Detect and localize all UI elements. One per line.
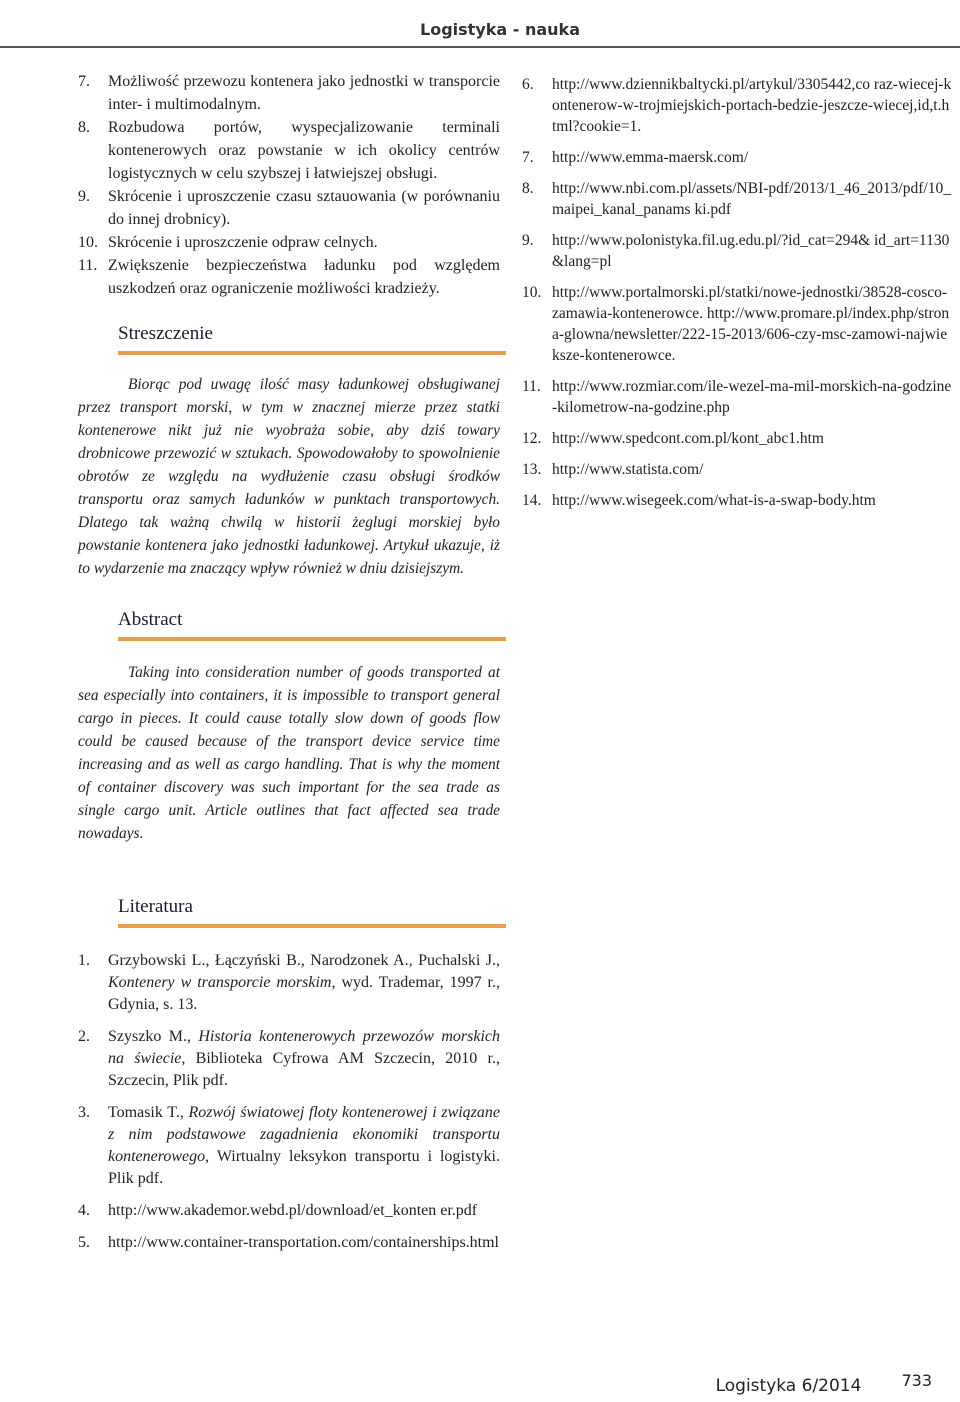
list-text: Możliwość przewozu kontenera jako jednostki w transporcie inter- i multimodalnym. [108, 73, 500, 113]
ref-url: http://www.spedcont.com.pl/kont_abc1.htm [552, 430, 824, 447]
page-footer [715, 1371, 932, 1396]
reference-item [78, 1026, 500, 1092]
ref-text: Grzybowski L., Łączyński B., Narodzonek A., Puchalski J., [108, 952, 500, 969]
list-number: 9. [78, 188, 90, 205]
reference-item [522, 376, 952, 418]
reference-item [78, 1200, 500, 1222]
ref-text: Szyszko M., [108, 1028, 199, 1045]
ref-number: 14. [522, 492, 542, 509]
ref-number: 7. [522, 149, 534, 166]
reference-item [522, 459, 952, 480]
ref-url: http://www.polonistyka.fil.ug.edu.pl/?id_cat=294& id_art=1130&lang=pl [552, 232, 950, 270]
list-text: Skrócenie i uproszczenie odpraw celnych. [108, 234, 378, 251]
ref-title: Kontenery w transporcie morskim [108, 974, 332, 991]
streszczenie-heading [118, 322, 500, 355]
section-title: Streszczenie [118, 323, 213, 344]
list-number: 8. [78, 119, 90, 136]
reference-item [522, 428, 952, 449]
ref-text: Tomasik T., [108, 1104, 189, 1121]
ref-url: http://www.emma-maersk.com/ [552, 149, 749, 166]
ref-url: http://www.nbi.com.pl/assets/NBI-pdf/2013/1_46_2013/pdf/10_maipei_kanal_panams ki.pdf [552, 180, 951, 218]
ref-url: http://www.akademor.webd.pl/download/et_konten er.pdf [108, 1202, 478, 1219]
ref-number: 6. [522, 76, 534, 93]
web-references-list [522, 74, 952, 511]
reference-item [522, 282, 952, 366]
reference-item [522, 147, 952, 168]
list-item [78, 185, 500, 231]
ref-number: 10. [522, 284, 542, 301]
journal-section-title: Logistyka - nauka [420, 20, 580, 39]
ref-text: , Wirtualny leksykon transportu i logistyki. Plik pdf. [108, 1148, 500, 1187]
abstract-heading [118, 608, 500, 641]
page-header [0, 0, 960, 48]
ref-number: 13. [522, 461, 542, 478]
list-text: Rozbudowa portów, wyspecjalizowanie terminali kontenerowych oraz powstanie w ich okolicy centrów logistycznych w celu szybszej i łatwiejszej obsługi. [108, 119, 500, 182]
list-item [78, 116, 500, 185]
ref-number: 8. [522, 180, 534, 197]
ref-text: , Biblioteka Cyfrowa AM Szczecin, 2010 r., Szczecin, Plik pdf. [108, 1050, 500, 1089]
reference-item [78, 1232, 500, 1254]
section-title: Literatura [118, 896, 193, 917]
benefits-list [78, 70, 500, 300]
list-item [78, 231, 500, 254]
journal-issue: Logistyka 6/2014 [715, 1376, 862, 1396]
ref-url: http://www.wisegeek.com/what-is-a-swap-body.htm [552, 492, 876, 509]
list-item [78, 254, 500, 300]
reference-item [522, 74, 952, 137]
references-list [78, 950, 500, 1254]
list-number: 10. [78, 234, 98, 251]
reference-item [78, 950, 500, 1016]
section-title: Abstract [118, 609, 183, 630]
list-number: 7. [78, 73, 90, 90]
ref-number: 9. [522, 232, 534, 249]
ref-title: Rozwój światowej floty kontenerowej i związane z nim podstawowe zagadnienia ekonomiki transportu kontenerowego [108, 1104, 501, 1165]
section-rule [118, 924, 506, 928]
ref-number: 12. [522, 430, 542, 447]
ref-url: http://www.statista.com/ [552, 461, 704, 478]
literatura-heading [118, 895, 500, 928]
ref-number: 3. [78, 1104, 90, 1121]
abstract-text: Taking into consideration number of goods transported at sea especially into containers, it is impossible to transport general cargo in pieces. It could cause totally slow down of goods flow could be caused because of the transport device service time increasing and as well as cargo handling. That is why the moment of container discovery was such important for the sea trade as single cargo unit. Article outlines that fact affected sea trade nowadays. [78, 664, 500, 842]
ref-number: 11. [522, 378, 541, 395]
ref-title: Historia kontenerowych przewozów morskich na świecie [108, 1028, 500, 1067]
streszczenie-text: Biorąc pod uwagę ilość masy ładunkowej obsługiwanej przez transport morski, w tym w znacznej mierze przez statki kontenerowe nikt już nie wyobraża sobie, aby dziś towary drobnicowe przewozić w sztukach. Spowodowałoby to spowolnienie obrotów ze względu na wydłużenie czasu obsługi środków transportu oraz samych ładunków w punktach transportowych. Dlatego tak ważną chwilą w historii żeglugi morskiej było powstanie kontenera jako jednostki ładunkowej. Artykuł ukazuje, iż to wydarzenie ma znaczący wpływ również w dniu dzisiejszym. [78, 376, 500, 577]
right-column [522, 74, 952, 521]
section-rule [118, 637, 506, 641]
list-number: 11. [78, 257, 98, 274]
page-number: 733 [901, 1371, 932, 1390]
reference-item [522, 230, 952, 272]
ref-text: , wyd. Trademar, 1997 r., Gdynia, s. 13. [108, 974, 501, 1013]
ref-number: 1. [78, 952, 90, 969]
list-text: Skrócenie i uproszczenie czasu sztauowania (w porównaniu do innej drobnicy). [108, 188, 500, 228]
ref-number: 4. [78, 1202, 90, 1219]
ref-number: 5. [78, 1234, 90, 1251]
header-rule [0, 46, 960, 48]
section-rule [118, 351, 506, 355]
ref-url: http://www.dziennikbaltycki.pl/artykul/3305442,co raz-wiecej-kontenerow-w-trojmiejskich-portach-bedzie-jeszcze-wiecej,id,t.html?cookie=1. [552, 76, 952, 135]
reference-item [78, 1102, 500, 1190]
left-column [78, 70, 500, 1264]
ref-url: http://www.portalmorski.pl/statki/nowe-jednostki/38528-cosco-zamawia-kontenerowce. http://www.promare.pl/index.php/strona-glowna/newsletter/222-15-2013/606-czy-msc-zamowi-najwieksze-kontenerowce. [552, 284, 950, 364]
ref-url: http://www.container-transportation.com/containerships.html [108, 1234, 499, 1251]
ref-number: 2. [78, 1028, 90, 1045]
list-item [78, 70, 500, 116]
list-text: Zwiększenie bezpieczeństwa ładunku pod względem uszkodzeń oraz ograniczenie możliwości kradzieży. [108, 257, 500, 297]
reference-item [522, 178, 952, 220]
reference-item [522, 490, 952, 511]
ref-url: http://www.rozmiar.com/ile-wezel-ma-mil-morskich-na-godzine-kilometrow-na-godzine.php [552, 378, 952, 416]
